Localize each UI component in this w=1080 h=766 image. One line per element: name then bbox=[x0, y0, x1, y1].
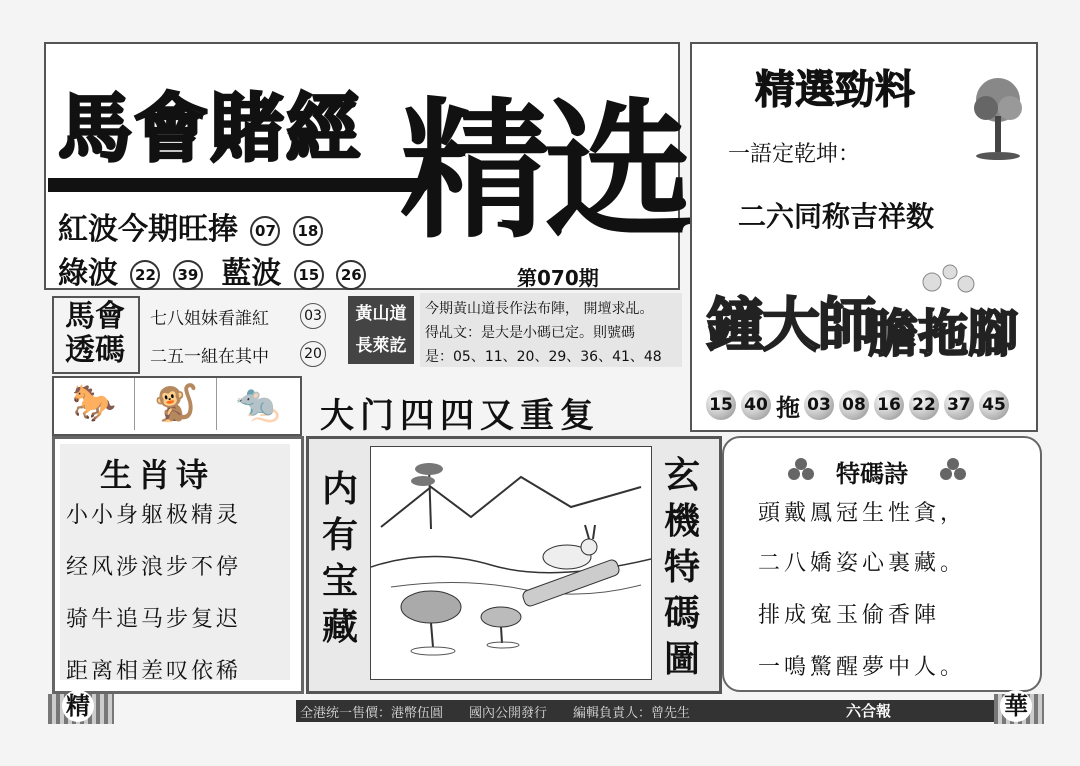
footer-right-char: 華 bbox=[1000, 690, 1032, 722]
mahui-hint-1: 七八姐妹看誰紅 bbox=[150, 309, 269, 329]
huangshan-line-1: 今期黃山道長作法布陣， 開壇求乩。 bbox=[425, 301, 654, 317]
huangshan-label-line1: 黃山道 bbox=[355, 304, 407, 324]
number-ball: 16 bbox=[874, 390, 904, 420]
number-ball: 03 bbox=[804, 390, 834, 420]
dan-tuo-balls bbox=[706, 388, 1014, 423]
footer-brand: 六合報 bbox=[846, 702, 892, 720]
huangshan-line-3: 是：05、11、20、29、36、41、48 bbox=[425, 349, 662, 365]
huangshan-label bbox=[348, 296, 414, 364]
vertical-char: 機 bbox=[663, 500, 700, 542]
tuo-label: 拖 bbox=[776, 393, 800, 422]
phrase: 二六同称吉祥数 bbox=[738, 200, 935, 233]
blue-wave-ball: 15 bbox=[294, 260, 324, 290]
green-wave-label: 綠波 bbox=[58, 256, 118, 291]
green-blue-wave-line bbox=[58, 248, 366, 292]
number-ball: 15 bbox=[706, 390, 736, 420]
red-wave-ball: 18 bbox=[293, 216, 323, 246]
number-ball: 22 bbox=[909, 390, 939, 420]
blue-wave-ball: 26 bbox=[336, 260, 366, 290]
red-wave-ball: 07 bbox=[250, 216, 280, 246]
number-ball: 37 bbox=[944, 390, 974, 420]
daimen-headline: 大门四四又重复 bbox=[320, 396, 600, 436]
red-wave-label: 紅波今期旺捧 bbox=[58, 212, 238, 247]
green-wave-ball: 22 bbox=[130, 260, 160, 290]
clover-icon bbox=[786, 456, 816, 482]
monkey-icon: 🐒 bbox=[136, 378, 217, 430]
mahui-label-line2: 透碼 bbox=[65, 333, 125, 368]
vertical-char: 内 bbox=[321, 468, 358, 510]
number-ball: 08 bbox=[839, 390, 869, 420]
zodiac-poem-line: 距离相差叹依稀 bbox=[66, 659, 242, 684]
mahui-label bbox=[58, 300, 132, 368]
vertical-char: 碼 bbox=[663, 592, 700, 634]
vertical-char: 圖 bbox=[663, 638, 700, 680]
left-vertical-text bbox=[318, 466, 362, 650]
vertical-char: 宝 bbox=[321, 560, 358, 602]
huangshan-label-line2: 長萊訖 bbox=[355, 336, 407, 356]
right-vertical-text bbox=[660, 452, 704, 682]
zodiac-poem-title: 生肖诗 bbox=[100, 456, 215, 494]
vertical-char: 有 bbox=[321, 514, 358, 556]
mahui-ball-1: 03 bbox=[300, 303, 326, 329]
clover-icon bbox=[938, 456, 968, 482]
number-ball: 45 bbox=[979, 390, 1009, 420]
footer-text: 全港统一售價：港幣伍圓 國內公開發行 編輯負責人：曾先生 bbox=[300, 706, 691, 721]
zhong-dashi-logo: 鐘大師 bbox=[706, 291, 875, 359]
mahui-hint-2: 二五一組在其中 bbox=[150, 347, 269, 367]
special-poem-title: 特碼詩 bbox=[836, 460, 908, 488]
blue-wave-label: 藍波 bbox=[221, 256, 282, 291]
vertical-char: 特 bbox=[663, 546, 700, 588]
mahui-ball-2: 20 bbox=[300, 341, 326, 367]
rat-icon: 🐀 bbox=[235, 383, 281, 424]
bubbles-icon bbox=[920, 262, 980, 298]
special-poem-line: 頭戴鳳冠生性貪， bbox=[758, 501, 967, 526]
mahui-label-line1: 馬會 bbox=[65, 299, 125, 334]
zodiac-poem-line: 经风涉浪步不停 bbox=[66, 555, 242, 580]
number-ball: 40 bbox=[741, 390, 771, 420]
puzzle-picture bbox=[370, 446, 652, 680]
masthead-title: 馬會賭經 bbox=[58, 86, 362, 172]
red-wave-line bbox=[58, 204, 323, 248]
subtitle: 一語定乾坤： bbox=[728, 142, 861, 167]
masthead-underline bbox=[48, 178, 428, 192]
special-poem-line: 二八嬌姿心裏藏。 bbox=[758, 551, 967, 576]
vertical-char: 玄 bbox=[663, 454, 700, 496]
dan-tuo-jiao-logo: 膽拖腳 bbox=[868, 305, 1018, 363]
tree-icon bbox=[968, 72, 1028, 162]
special-poem-line: 一鳴驚醒夢中人。 bbox=[758, 655, 967, 680]
special-poem-line: 排成寃玉偷香陣 bbox=[758, 603, 941, 628]
footer-left-char: 精 bbox=[62, 690, 94, 722]
jingxuan-title: 精選勁料 bbox=[755, 66, 915, 113]
landscape-rabbit-illustration bbox=[371, 447, 651, 679]
issue-number: 第070期 bbox=[517, 266, 599, 290]
zodiac-poem-line: 小小身躯极精灵 bbox=[66, 503, 242, 528]
horse-icon: 🐎 bbox=[54, 378, 135, 430]
zodiac-poem-line: 骑牛追马步复迟 bbox=[66, 607, 242, 632]
green-wave-ball: 39 bbox=[173, 260, 203, 290]
vertical-char: 藏 bbox=[321, 606, 358, 648]
masthead-big-title: 精选 bbox=[400, 83, 689, 259]
huangshan-line-2: 得乩文：是大是小碼已定。則號碼 bbox=[425, 325, 635, 341]
